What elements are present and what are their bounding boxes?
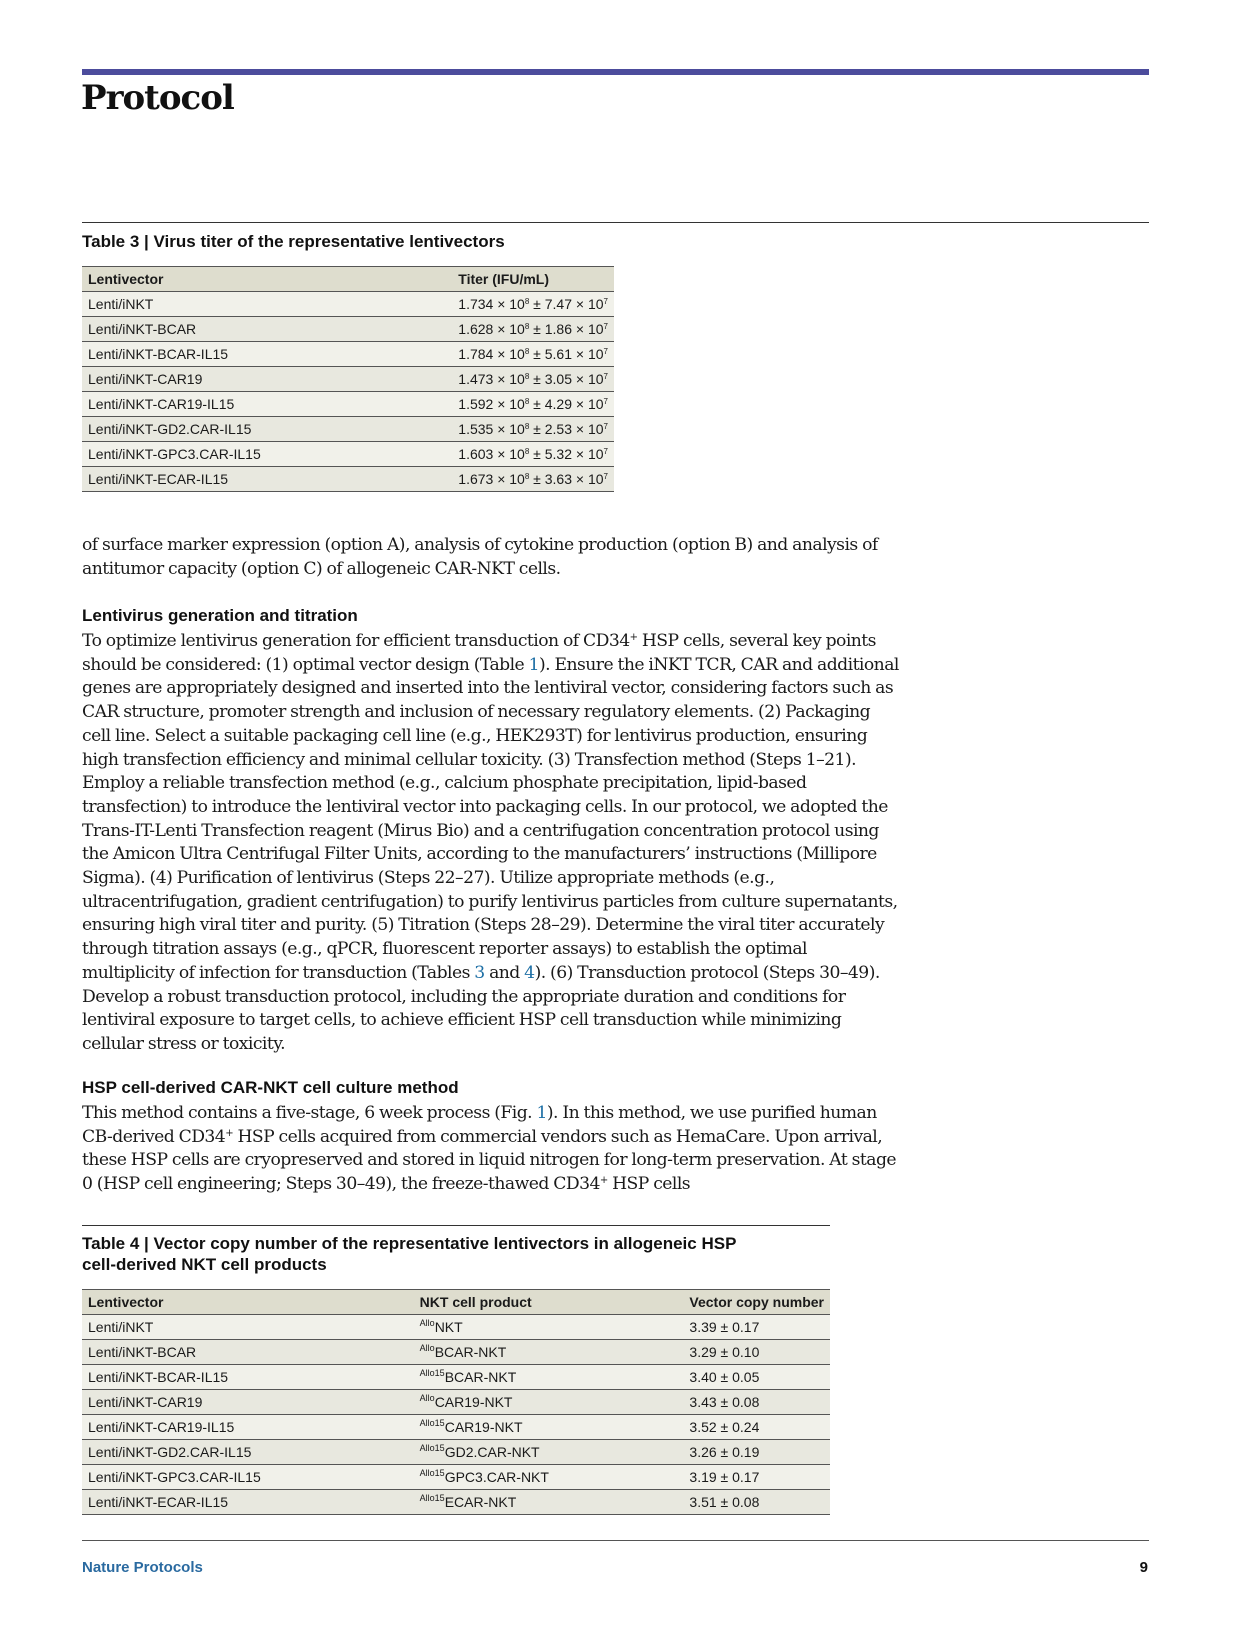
titer-mantissa: 1.734 × 10 — [458, 296, 525, 312]
product-name: GD2.CAR-NKT — [444, 1444, 540, 1460]
titer-error: ± 5.32 × 10 — [529, 446, 604, 462]
titer-exponent: 8 — [524, 472, 530, 481]
table4-reference-link[interactable]: 4 — [524, 962, 535, 983]
vector-copy-number-cell: 3.51 ± 0.08 — [683, 1490, 830, 1515]
table-row — [82, 1490, 830, 1515]
lentivector-cell: Lenti/iNKT-GPC3.CAR-IL15 — [82, 442, 452, 467]
titer-mantissa: 1.628 × 10 — [458, 321, 525, 337]
table3-body — [82, 292, 614, 492]
product-name: ECAR-NKT — [444, 1494, 517, 1510]
table-row — [82, 467, 614, 492]
table-row — [82, 367, 614, 392]
product-cell — [414, 1490, 684, 1515]
product-name: BCAR-NKT — [434, 1344, 507, 1360]
vector-copy-number-cell: 3.29 ± 0.10 — [683, 1340, 830, 1365]
table-row — [82, 342, 614, 367]
titer-error-exponent: 7 — [603, 447, 608, 456]
titer-error-exponent: 7 — [603, 347, 608, 356]
table-row — [82, 1390, 830, 1415]
titer-cell — [452, 467, 614, 492]
lentivector-cell: Lenti/iNKT-CAR19 — [82, 1390, 414, 1415]
product-prefix: Allo15 — [419, 1368, 445, 1378]
titer-exponent: 8 — [524, 422, 530, 431]
vector-copy-number-cell: 3.39 ± 0.17 — [683, 1315, 830, 1340]
table3 — [82, 266, 614, 492]
table-row — [82, 1365, 830, 1390]
table3-caption: Table 3 | Virus titer of the representative lentivectors — [82, 232, 505, 251]
vector-copy-number-cell: 3.19 ± 0.17 — [683, 1465, 830, 1490]
product-cell — [414, 1365, 684, 1390]
lentivector-cell: Lenti/iNKT-ECAR-IL15 — [82, 467, 452, 492]
paragraph-culture: This method contains a five-stage, 6 week process (Fig. 1). In this method, we use purified human CB-derived CD34+ HSP cells acquired from commercial vendors such as HemaCare. Upon arrival, these HSP cells are cryopreserved and stored in liquid nitrogen for long-term preservation. At stage 0 (HSP cell engineering; Steps 30–49), the freeze-thawed CD34+ HSP cells — [82, 1103, 897, 1195]
titer-mantissa: 1.473 × 10 — [458, 371, 525, 387]
titer-error: ± 5.61 × 10 — [529, 346, 604, 362]
titer-error: ± 1.86 × 10 — [529, 321, 604, 337]
product-name: NKT — [434, 1319, 463, 1335]
paragraph-lentivirus: To optimize lentivirus generation for efficient transduction of CD34+ HSP cells, several key points should be considered: (1) optimal vector design (Table 1). Ensure the iNKT TCR, CAR and additional genes are appropriately designed and inserted into the lentiviral vector, considering factors such as CAR structure, promoter strength and inclusion of necessary regulatory elements. (2) Packaging cell line. Select a suitable packaging cell line (e.g., HEK293T) for lentivirus production, ensuring high transfection efficiency and minimal cellular toxicity. (3) Transfection method (Steps 1–21). Employ a reliable transfection method (e.g., calcium phosphate precipitation, lipid-based transfection) to introduce the lentiviral vector into packaging cells. In our protocol, we adopted the Trans-IT-Lenti Transfection reagent (Mirus Bio) and a centrifugation concentration protocol using the Amicon Ultra Centrifugal Filter Units, according to the manufacturers’ instructions (Millipore Sigma). (4) Purification of lentivirus (Steps 22–27). Utilize appropriate methods (e.g., ultracentrifugation, gradient centrifugation) to purify lentivirus particles from culture supernatants, ensuring high viral titer and purity. (5) Titration (Steps 28–29). Determine the viral titer accurately through titration assays (e.g., qPCR, fluorescent reporter assays) to establish the optimal multiplicity of infection for transduction (Tables 3 and 4). (6) Transduction protocol (Steps 30–49). Develop a robust transduction protocol, including the appropriate duration and conditions for lentiviral exposure to target cells, to achieve efficient HSP cell transduction while minimizing cellular stress or toxicity. — [82, 631, 899, 1054]
lentivector-cell: Lenti/iNKT-BCAR-IL15 — [82, 1365, 414, 1390]
titer-cell — [452, 392, 614, 417]
table-row — [82, 1415, 830, 1440]
section-heading-lentivirus: Lentivirus generation and titration — [82, 606, 358, 625]
titer-error-exponent: 7 — [603, 422, 608, 431]
titer-cell — [452, 442, 614, 467]
header-accent-bar — [82, 69, 1149, 75]
product-cell — [414, 1340, 684, 1365]
titer-error-exponent: 7 — [603, 472, 608, 481]
titer-error-exponent: 7 — [603, 397, 608, 406]
table3-col-titer: Titer (IFU/mL) — [452, 267, 614, 292]
paragraph-options: of surface marker expression (option A), analysis of cytokine production (option B) and analysis of antitumor capacity (option C) of allogeneic CAR-NKT cells. — [82, 535, 878, 579]
titer-exponent: 8 — [524, 322, 530, 331]
table-row — [82, 392, 614, 417]
table-row — [82, 1440, 830, 1465]
titer-exponent: 8 — [524, 372, 530, 381]
titer-mantissa: 1.784 × 10 — [458, 346, 525, 362]
table4-body — [82, 1315, 830, 1515]
table-row — [82, 1340, 830, 1365]
table3-reference-link[interactable]: 3 — [474, 962, 485, 983]
table4 — [82, 1289, 830, 1515]
table3-col-lentivector: Lentivector — [82, 267, 452, 292]
page-number: 9 — [1139, 1559, 1148, 1576]
table4-header-row — [82, 1290, 830, 1315]
table4-col-lentivector: Lentivector — [82, 1290, 414, 1315]
footer-journal-name[interactable]: Nature Protocols — [82, 1559, 203, 1576]
lentivector-cell: Lenti/iNKT-GPC3.CAR-IL15 — [82, 1465, 414, 1490]
titer-error: ± 7.47 × 10 — [529, 296, 604, 312]
table4-col-vcn: Vector copy number — [683, 1290, 830, 1315]
vector-copy-number-cell: 3.26 ± 0.19 — [683, 1440, 830, 1465]
lentivector-cell: Lenti/iNKT-CAR19 — [82, 367, 452, 392]
titer-error-exponent: 7 — [603, 297, 608, 306]
lentivector-cell: Lenti/iNKT-GD2.CAR-IL15 — [82, 417, 452, 442]
product-cell — [414, 1415, 684, 1440]
table-row — [82, 1315, 830, 1340]
vector-copy-number-cell: 3.40 ± 0.05 — [683, 1365, 830, 1390]
table-row — [82, 1465, 830, 1490]
product-prefix: Allo — [419, 1343, 435, 1353]
product-name: CAR19-NKT — [434, 1394, 513, 1410]
table1-reference-link[interactable]: 1 — [528, 654, 539, 675]
vector-copy-number-cell: 3.52 ± 0.24 — [683, 1415, 830, 1440]
lentivector-cell: Lenti/iNKT — [82, 292, 452, 317]
titer-error: ± 3.05 × 10 — [529, 371, 604, 387]
titer-exponent: 8 — [524, 297, 530, 306]
titer-cell — [452, 342, 614, 367]
titer-cell — [452, 292, 614, 317]
page-header-title: Protocol — [81, 78, 234, 118]
table4-col-product: NKT cell product — [414, 1290, 684, 1315]
vector-copy-number-cell: 3.43 ± 0.08 — [683, 1390, 830, 1415]
lentivector-cell: Lenti/iNKT-CAR19-IL15 — [82, 392, 452, 417]
product-name: GPC3.CAR-NKT — [444, 1469, 549, 1485]
table-row — [82, 442, 614, 467]
section-heading-culture: HSP cell-derived CAR-NKT cell culture method — [82, 1078, 459, 1097]
titer-exponent: 8 — [524, 397, 530, 406]
product-prefix: Allo15 — [419, 1493, 445, 1503]
titer-mantissa: 1.535 × 10 — [458, 421, 525, 437]
product-prefix: Allo — [419, 1318, 435, 1328]
lentivector-cell: Lenti/iNKT-BCAR-IL15 — [82, 342, 452, 367]
table-row — [82, 292, 614, 317]
table3-header-row — [82, 267, 614, 292]
footer-rule — [82, 1540, 1149, 1541]
product-cell — [414, 1315, 684, 1340]
product-prefix: Allo15 — [419, 1418, 445, 1428]
product-prefix: Allo — [419, 1393, 435, 1403]
product-prefix: Allo15 — [419, 1443, 445, 1453]
product-name: CAR19-NKT — [444, 1419, 523, 1435]
titer-exponent: 8 — [524, 347, 530, 356]
titer-error: ± 2.53 × 10 — [529, 421, 604, 437]
titer-mantissa: 1.673 × 10 — [458, 471, 525, 487]
product-name: BCAR-NKT — [444, 1369, 517, 1385]
table3-top-rule — [82, 222, 1149, 223]
lentivector-cell: Lenti/iNKT-ECAR-IL15 — [82, 1490, 414, 1515]
product-cell — [414, 1440, 684, 1465]
figure1-reference-link[interactable]: 1 — [536, 1103, 547, 1123]
lentivector-cell: Lenti/iNKT-CAR19-IL15 — [82, 1415, 414, 1440]
titer-error-exponent: 7 — [603, 322, 608, 331]
lentivector-cell: Lenti/iNKT — [82, 1315, 414, 1340]
titer-cell — [452, 367, 614, 392]
product-cell — [414, 1390, 684, 1415]
table4-caption: Table 4 | Vector copy number of the representative lentivectors in allogeneic HSP cell-derived NKT cell products — [82, 1234, 737, 1274]
table-row — [82, 417, 614, 442]
titer-cell — [452, 317, 614, 342]
table-row — [82, 317, 614, 342]
titer-mantissa: 1.592 × 10 — [458, 396, 525, 412]
titer-error: ± 4.29 × 10 — [529, 396, 604, 412]
titer-exponent: 8 — [524, 447, 530, 456]
lentivector-cell: Lenti/iNKT-BCAR — [82, 317, 452, 342]
table4-top-rule — [82, 1225, 830, 1226]
lentivector-cell: Lenti/iNKT-BCAR — [82, 1340, 414, 1365]
titer-error: ± 3.63 × 10 — [529, 471, 604, 487]
titer-mantissa: 1.603 × 10 — [458, 446, 525, 462]
titer-error-exponent: 7 — [603, 372, 608, 381]
titer-cell — [452, 417, 614, 442]
product-prefix: Allo15 — [419, 1468, 445, 1478]
product-cell — [414, 1465, 684, 1490]
lentivector-cell: Lenti/iNKT-GD2.CAR-IL15 — [82, 1440, 414, 1465]
